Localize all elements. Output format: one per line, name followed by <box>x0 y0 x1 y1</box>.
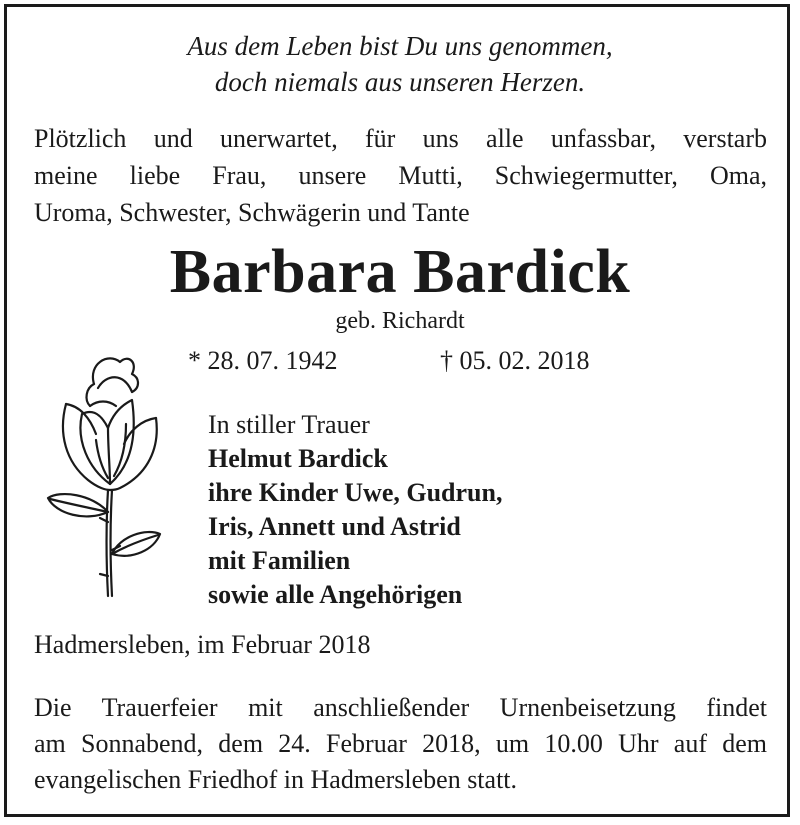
intro-line-3: Uroma, Schwester, Schwägerin und Tante <box>34 198 470 227</box>
intro-line-1: Plötzlich und unerwartet, für uns alle unfassbar, verstarb <box>34 124 767 153</box>
intro-line-2: meine liebe Frau, unsere Mutti, Schwiegermutter, Oma, <box>34 161 767 190</box>
service-text <box>34 690 767 798</box>
mourner-name: ihre Kinder Uwe, Gudrun, <box>208 478 503 507</box>
mourner-name: Iris, Annett und Astrid <box>208 512 461 541</box>
service-line-1: Die Trauerfeier mit anschließender Urnenbeisetzung findet <box>34 693 767 722</box>
service-line-2: am Sonnabend, dem 24. Februar 2018, um 10.00 Uhr auf dem <box>34 729 767 758</box>
death-date: † 05. 02. 2018 <box>440 346 590 375</box>
birth-date: * 28. 07. 1942 <box>188 346 338 375</box>
mourning-heading: In stiller Trauer <box>208 410 370 439</box>
verse-line-1: Aus dem Leben bist Du uns genommen, <box>187 31 613 61</box>
rose-icon <box>36 344 166 604</box>
verse <box>0 28 800 100</box>
intro-text <box>34 120 767 231</box>
maiden-name: geb. Richardt <box>335 308 465 334</box>
mourner-name: mit Familien <box>208 546 351 575</box>
place-date: Hadmersleben, im Februar 2018 <box>34 630 371 659</box>
mourners-block <box>208 408 502 612</box>
mourner-name: sowie alle Angehörigen <box>208 580 463 609</box>
deceased-name: Barbara Bardick <box>169 238 631 306</box>
service-line-3: evangelischen Friedhof in Hadmersleben statt. <box>34 765 518 794</box>
mourner-name: Helmut Bardick <box>208 444 388 473</box>
verse-line-2: doch niemals aus unseren Herzen. <box>214 67 586 97</box>
